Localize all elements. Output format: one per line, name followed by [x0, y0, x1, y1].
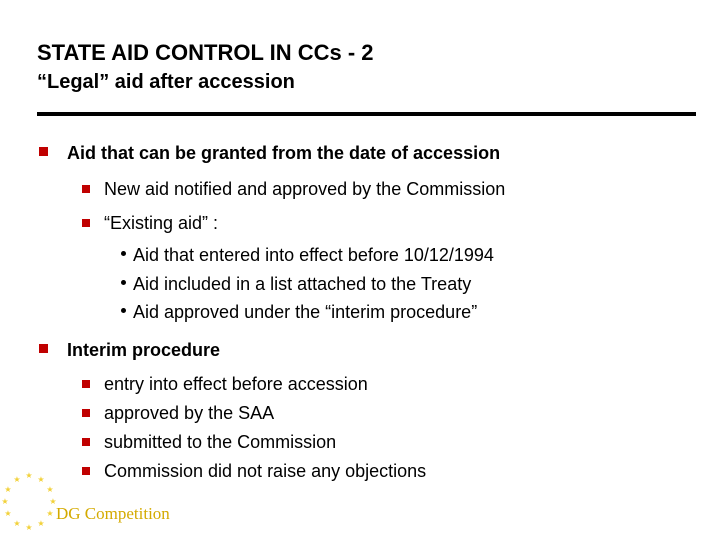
bullet-text: entry into effect before accession	[104, 374, 368, 394]
bullet-text: Interim procedure	[67, 340, 221, 360]
bullet-text: “Existing aid” :	[104, 213, 219, 233]
bullet-dot-icon	[121, 280, 126, 285]
svg-text:★: ★	[46, 485, 54, 494]
bullet-square-icon	[82, 409, 90, 417]
svg-text:★: ★	[1, 497, 9, 506]
bullet-square-icon	[39, 147, 48, 156]
svg-text:★: ★	[49, 497, 57, 506]
bullet-dot-icon	[121, 251, 126, 256]
bullet-square-icon	[82, 219, 90, 227]
svg-text:★: ★	[25, 471, 33, 480]
svg-text:★: ★	[4, 485, 12, 494]
svg-text:★: ★	[46, 509, 54, 518]
bullet-text: New aid notified and approved by the Commission	[104, 179, 506, 199]
title-divider	[37, 112, 696, 116]
bullet-text: submitted to the Commission	[104, 432, 337, 452]
slide-title: STATE AID CONTROL IN CCs - 2	[37, 40, 374, 65]
bullet-text: Commission did not raise any objections	[104, 461, 427, 481]
svg-text:★: ★	[37, 475, 45, 484]
bullet-text: Aid included in a list attached to the Treaty	[133, 274, 472, 294]
bullet-square-icon	[39, 344, 48, 353]
bullet-square-icon	[82, 467, 90, 475]
svg-text:★: ★	[4, 509, 12, 518]
bullet-square-icon	[82, 438, 90, 446]
slide-subtitle: “Legal” aid after accession	[37, 71, 295, 93]
svg-text:★: ★	[25, 523, 33, 532]
bullet-text: approved by the SAA	[104, 403, 275, 423]
bullet-text: Aid approved under the “interim procedure”	[133, 302, 478, 322]
bullet-square-icon	[82, 380, 90, 388]
bullet-text: Aid that can be granted from the date of accession	[67, 143, 501, 163]
bullet-text: Aid that entered into effect before 10/12/1994	[133, 245, 494, 265]
svg-text:★: ★	[13, 475, 21, 484]
svg-text:★: ★	[37, 519, 45, 528]
bullet-dot-icon	[121, 308, 126, 313]
eu-stars-logo-icon	[0, 470, 62, 540]
bullet-square-icon	[82, 185, 90, 193]
footer-brand: DG Competition	[56, 504, 170, 523]
svg-text:★: ★	[13, 519, 21, 528]
